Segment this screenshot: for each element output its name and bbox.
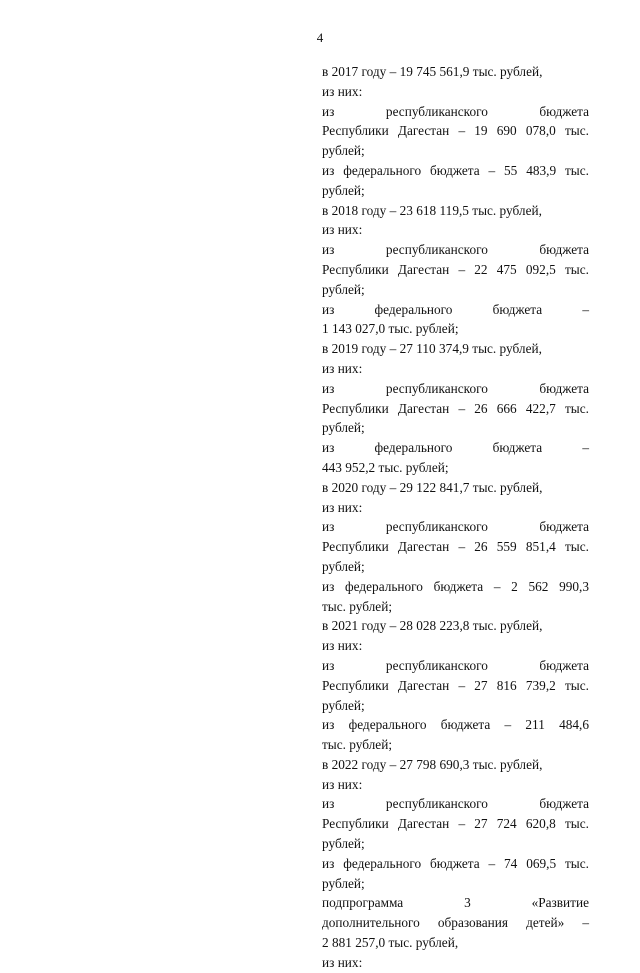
- text-line: Республики Дагестан – 19 690 078,0 тыс.: [322, 123, 589, 139]
- text-line: Республики Дагестан – 27 724 620,8 тыс.: [322, 816, 589, 832]
- text-line: в 2022 году – 27 798 690,3 тыс. рублей,: [322, 756, 543, 772]
- text-line: дополнительного образования детей» –: [322, 915, 589, 931]
- text-line: из федерального бюджета –: [322, 440, 589, 456]
- text-line: подпрограмма 3 «Развитие: [322, 895, 589, 911]
- page-number: 4: [316, 30, 324, 45]
- text-line: из республиканского бюджета: [322, 657, 589, 673]
- text-line: в 2017 году – 19 745 561,9 тыс. рублей,: [322, 64, 543, 79]
- text-line: из них:: [322, 83, 363, 99]
- text-line: из них:: [322, 638, 363, 654]
- text-line: Республики Дагестан – 27 816 739,2 тыс.: [322, 677, 589, 693]
- text-line: рублей;: [322, 875, 365, 891]
- text-line: из федерального бюджета – 55 483,9 тыс.: [322, 162, 589, 178]
- text-line: из федерального бюджета – 2 562 990,3: [322, 578, 589, 594]
- text-line: из республиканского бюджета: [322, 103, 589, 119]
- text-line: из них:: [322, 499, 363, 515]
- text-line: из республиканского бюджета: [322, 242, 589, 258]
- text-line: Республики Дагестан – 26 666 422,7 тыс.: [322, 400, 589, 416]
- text-line: рублей;: [322, 281, 365, 297]
- text-line: рублей;: [322, 836, 365, 852]
- text-line: из них:: [322, 222, 363, 238]
- text-line: из республиканского бюджета: [322, 796, 589, 812]
- text-line: 443 952,2 тыс. рублей;: [322, 459, 449, 475]
- text-line: рублей;: [322, 697, 365, 713]
- text-line: рублей;: [322, 558, 365, 574]
- text-line: тыс. рублей;: [322, 737, 393, 753]
- text-line: 1 143 027,0 тыс. рублей;: [322, 321, 459, 337]
- text-line: 2 881 257,0 тыс. рублей,: [322, 935, 459, 951]
- text-line: из республиканского бюджета: [322, 519, 589, 535]
- text-line: в 2021 году – 28 028 223,8 тыс. рублей,: [322, 618, 543, 634]
- text-line: из них:: [322, 954, 363, 970]
- text-line: в 2020 году – 29 122 841,7 тыс. рублей,: [322, 479, 543, 495]
- text-line: из республиканского бюджета: [322, 380, 589, 396]
- text-line: из федерального бюджета – 211 484,6: [322, 717, 589, 733]
- text-line: рублей;: [322, 182, 365, 198]
- text-line: в 2019 году – 27 110 374,9 тыс. рублей,: [322, 341, 542, 357]
- text-line: из них:: [322, 360, 363, 376]
- text-line: из федерального бюджета – 74 069,5 тыс.: [322, 855, 589, 871]
- text-line: Республики Дагестан – 22 475 092,5 тыс.: [322, 261, 589, 277]
- text-line: рублей;: [322, 420, 365, 436]
- text-line: из федерального бюджета –: [322, 301, 589, 317]
- text-line: рублей;: [322, 143, 365, 159]
- text-line: тыс. рублей;: [322, 598, 393, 614]
- text-line: из них:: [322, 776, 363, 792]
- document-body: [322, 62, 589, 973]
- text-line: в 2018 году – 23 618 119,5 тыс. рублей,: [322, 202, 542, 218]
- text-line: Республики Дагестан – 26 559 851,4 тыс.: [322, 539, 589, 555]
